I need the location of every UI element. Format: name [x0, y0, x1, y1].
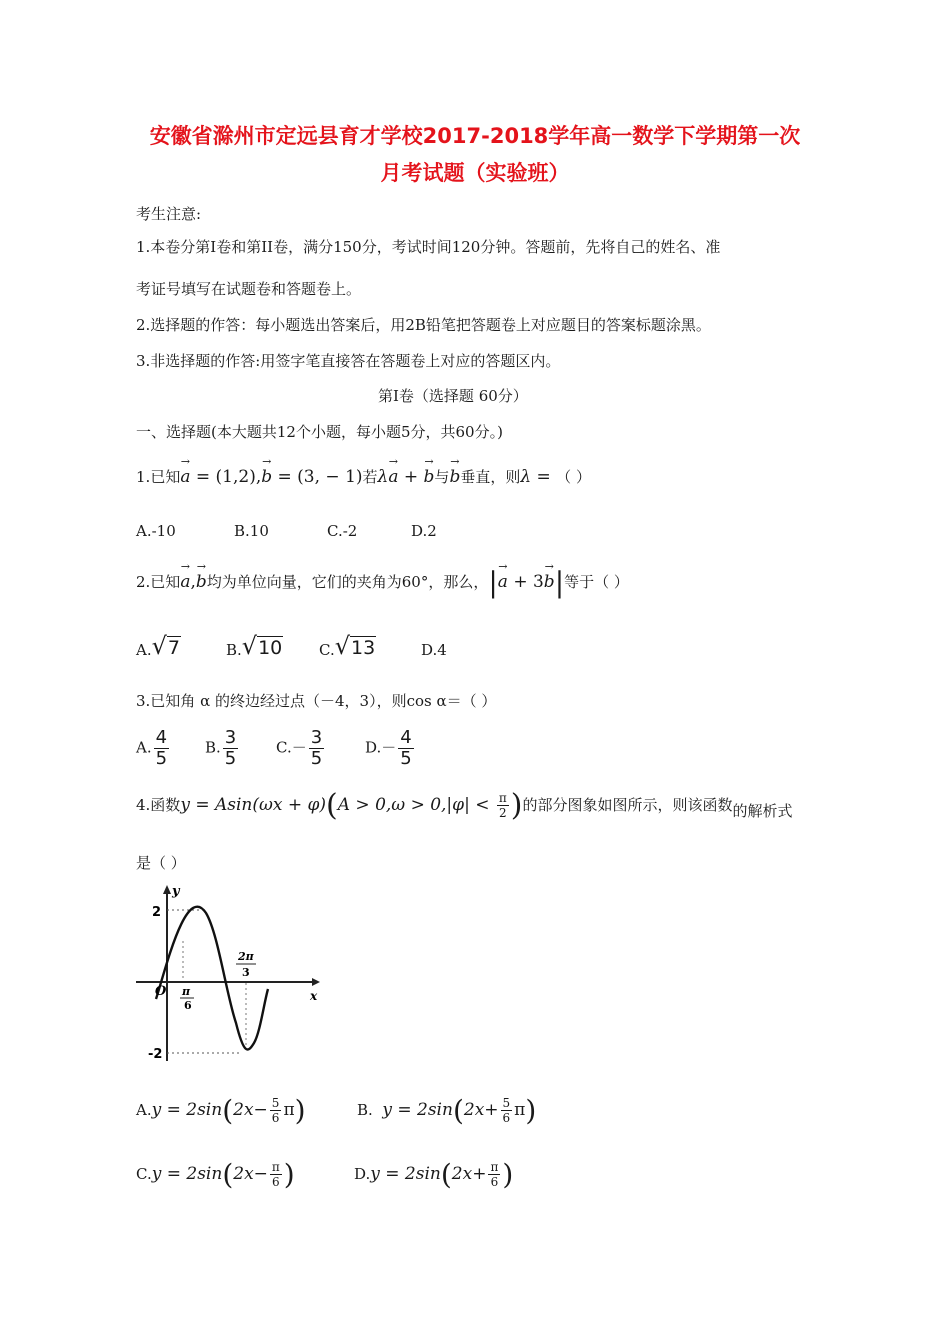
- q1-plus: +: [398, 467, 424, 487]
- section-instruction: 一、选择题(本大题共12个小题，每小题5分，共60分。): [136, 423, 503, 441]
- vector-b: → b: [261, 467, 272, 487]
- origin-label: O: [155, 984, 167, 999]
- notice-item1-line2: 考证号填写在试题卷和答题卷上。: [136, 280, 362, 298]
- q1-eq1: = (1,2),: [190, 467, 262, 487]
- q1-eq2: = (3, − 1): [272, 467, 363, 487]
- doc-title-line1: 安徽省滁州市定远县育才学校2017-2018学年高一数学下学期第一次: [149, 124, 801, 148]
- vector-a-q2: → a: [180, 572, 190, 592]
- pi6-den: 6: [184, 999, 192, 1012]
- q1-option-c: C.-2: [327, 522, 358, 540]
- tpi3-num: 2π: [238, 950, 254, 963]
- q4-condition: A > 0,ω > 0,|φ| <: [337, 795, 495, 815]
- q1-lambda-eq: λ =: [520, 467, 557, 487]
- question-4: 4.函数y = Asin(ωx + φ)(A > 0,ω > 0,|φ| < $\frac{\pi}{2}$ )的部分图象如图所示，则该函数的解析式: [136, 788, 793, 823]
- q2-comma: ,: [190, 572, 196, 592]
- q1-number: 1.: [136, 468, 151, 486]
- vector-a-q2-expr: → a: [498, 572, 508, 592]
- q3-option-d: D.－ $\frac{4}{5}$: [365, 727, 412, 769]
- vector-a: → a: [180, 467, 190, 487]
- q1-option-a: A.-10: [136, 522, 176, 540]
- doc-title-line2: 月考试题（实验班）: [380, 161, 570, 185]
- y-top-label: 2: [152, 905, 162, 920]
- notice-item2: 2.选择题的作答：每小题选出答案后，用2B铅笔把答题卷上对应题目的答案标题涂黑。: [136, 316, 711, 334]
- y-label: y: [172, 884, 180, 899]
- vector-b-2: → b: [424, 467, 435, 487]
- q2-expr-plus: + 3: [507, 572, 544, 592]
- sine-graph: [136, 883, 326, 1068]
- x-axis-arrow: [312, 978, 320, 986]
- q1-blank: （ ）: [556, 468, 591, 486]
- q2-option-b: B.√10: [226, 632, 283, 660]
- q1-option-d: D.2: [411, 522, 437, 540]
- y-bottom-label: -2: [148, 1047, 163, 1062]
- pi6-num: π: [182, 985, 191, 998]
- q4-suffix2: 的解析式: [732, 802, 793, 820]
- q2-option-d: D.4: [421, 641, 447, 659]
- q2-tail: 等于（ ）: [564, 573, 629, 591]
- q4-option-c: C.y = 2sin(2x− $\frac{\pi}{6}$ ): [136, 1158, 295, 1191]
- question-1: [136, 466, 591, 487]
- q1-lambda: λ: [377, 467, 389, 487]
- q4-option-a: A.y = 2sin(2x− $\frac{5}{6}$ π): [136, 1094, 306, 1127]
- notice-item3: 3.非选择题的作答:用签字笔直接答在答题卷上对应的答题区内。: [136, 352, 561, 370]
- vector-a-2: → a: [388, 467, 398, 487]
- q1-chuizhi: 垂直，则: [460, 468, 521, 486]
- section-title: 第Ⅰ卷（选择题 60分）: [378, 387, 528, 405]
- x-label: x: [310, 989, 318, 1003]
- q2-prefix: 2.已知: [136, 573, 181, 591]
- q4-function: y = Asin(ωx + φ): [180, 795, 327, 815]
- vector-b-q2-expr: → b: [544, 572, 555, 592]
- q2-radicand-a: 7: [167, 637, 180, 659]
- q1-option-b: B.10: [234, 522, 269, 540]
- tpi3-den: 3: [242, 966, 250, 979]
- q3-option-a: A. $\frac{4}{5}$: [136, 727, 168, 769]
- q4-option-b: B. y = 2sin(2x+ $\frac{5}{6}$ π): [357, 1094, 537, 1127]
- q1-yu: 与: [434, 468, 450, 486]
- y-axis-arrow: [163, 885, 171, 894]
- q2-radicand-c: 13: [351, 637, 376, 659]
- q2-option-a: A.√7: [136, 632, 180, 660]
- notice-header: 考生注意:: [136, 205, 202, 223]
- q3-option-b: B. $\frac{3}{5}$: [205, 727, 237, 769]
- q4-prefix: 4.函数: [136, 796, 181, 814]
- q2-radicand-b: 10: [258, 637, 283, 659]
- notice-item1-line1: 1.本卷分第Ⅰ卷和第II卷，满分150分，考试时间120分钟。答题前，先将自己的姓名、准: [136, 238, 721, 256]
- q2-option-c: C.√13: [319, 632, 376, 660]
- question-3: 3.已知角 α 的终边经过点（－4，3），则cos α＝（ ）: [136, 692, 497, 710]
- sine-curve: [156, 907, 268, 1050]
- q4-suffix: 的部分图象如图所示，则该函数: [522, 796, 733, 814]
- q1-ruo: 若: [362, 468, 378, 486]
- q2-text: 均为单位向量，它们的夹角为60°，那么，: [206, 573, 489, 591]
- vector-b-3: → b: [449, 467, 460, 487]
- q3-option-c: C.－ $\frac{3}{5}$: [276, 727, 323, 769]
- vector-b-q2: → b: [196, 572, 207, 592]
- q1-known: 已知: [150, 468, 181, 486]
- q4-option-d: D.y = 2sin(2x+ $\frac{\pi}{6}$ ): [354, 1158, 514, 1191]
- q4-line2: 是（ ）: [136, 854, 186, 872]
- question-2: 2.已知→ a,→ b均为单位向量，它们的夹角为60°，那么，|→ a + 3→ b|等于（ ）: [136, 566, 629, 599]
